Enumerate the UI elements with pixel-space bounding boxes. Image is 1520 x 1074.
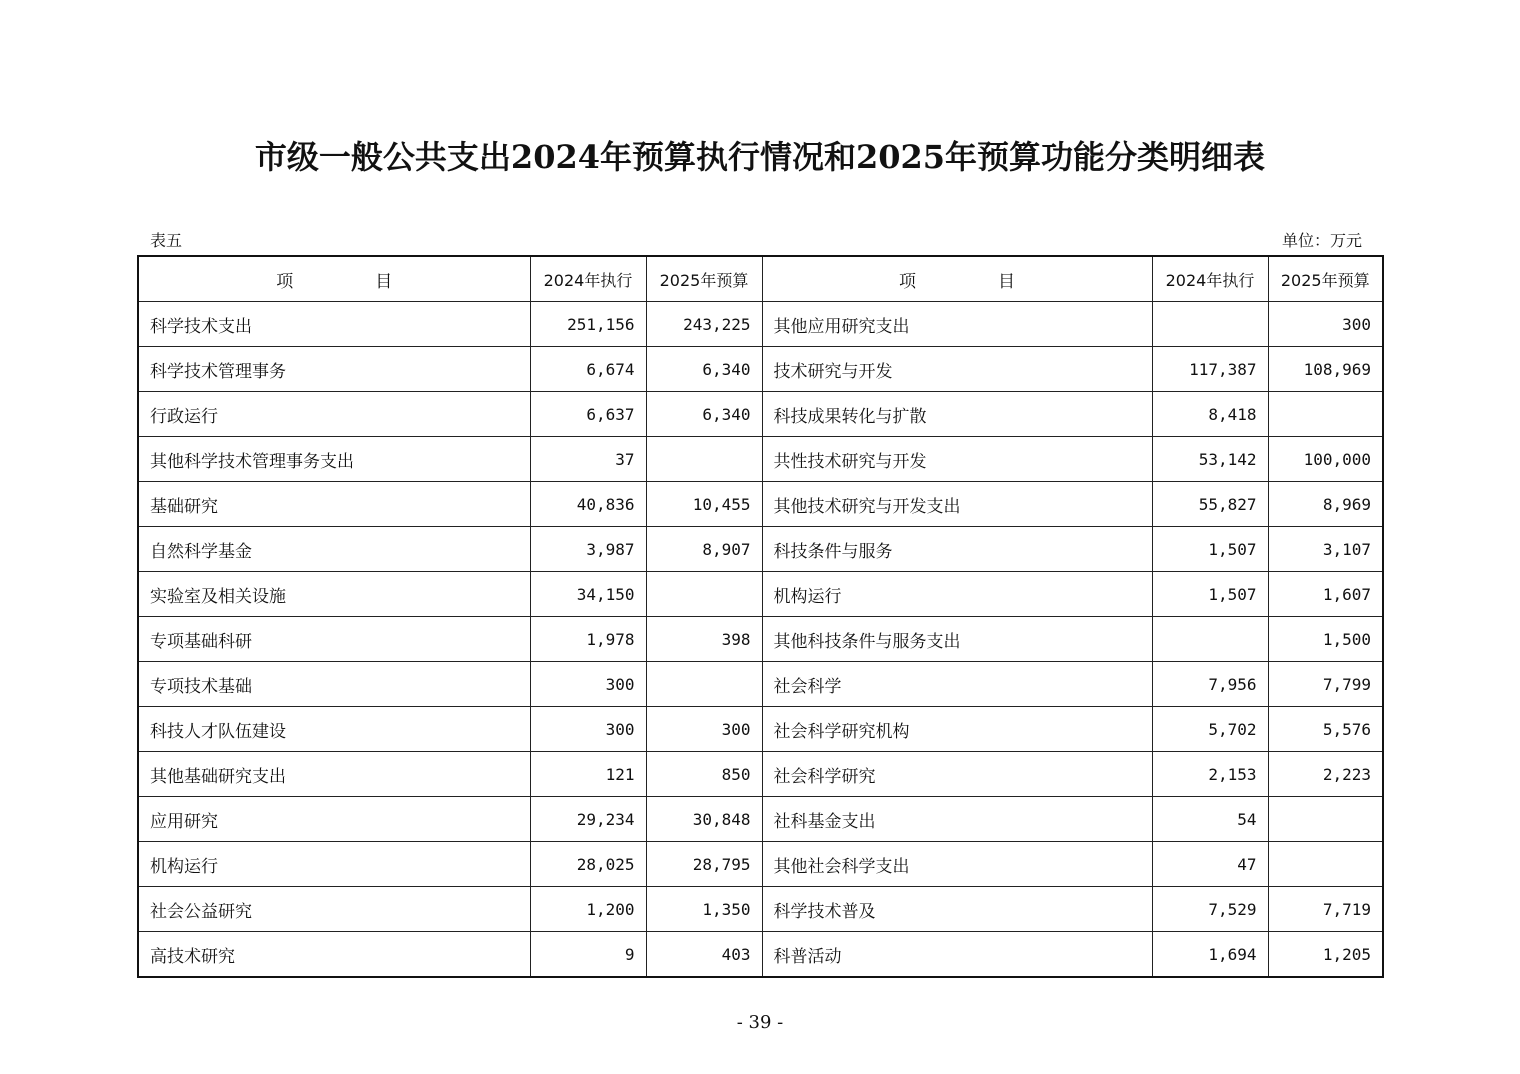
right-2024-value: 1,507 xyxy=(1152,527,1268,572)
table-row xyxy=(138,887,1383,932)
right-2025-value: 108,969 xyxy=(1268,347,1383,392)
right-2024-value: 47 xyxy=(1152,842,1268,887)
right-item-name: 社科基金支出 xyxy=(762,797,1152,842)
right-2025-value: 1,205 xyxy=(1268,932,1383,978)
header-2025-right: 2025年预算 xyxy=(1268,256,1383,302)
right-item-name: 科技成果转化与扩散 xyxy=(762,392,1152,437)
right-item-name: 机构运行 xyxy=(762,572,1152,617)
left-item-name: 基础研究 xyxy=(138,482,530,527)
left-2025-value: 398 xyxy=(646,617,762,662)
right-item-name: 社会科学研究机构 xyxy=(762,707,1152,752)
left-2025-value xyxy=(646,437,762,482)
table-row xyxy=(138,932,1383,978)
budget-table xyxy=(137,255,1384,978)
table-number: 表五 xyxy=(150,231,183,250)
left-2024-value: 6,637 xyxy=(530,392,646,437)
left-2025-value: 403 xyxy=(646,932,762,978)
right-item-name: 其他应用研究支出 xyxy=(762,302,1152,347)
right-2024-value xyxy=(1152,617,1268,662)
left-2025-value: 6,340 xyxy=(646,392,762,437)
table-row xyxy=(138,482,1383,527)
right-2024-value: 2,153 xyxy=(1152,752,1268,797)
header-item-char-1: 项 xyxy=(899,271,916,292)
left-2025-value xyxy=(646,662,762,707)
right-item-name: 科学技术普及 xyxy=(762,887,1152,932)
left-2025-value: 300 xyxy=(646,707,762,752)
left-item-name: 专项基础科研 xyxy=(138,617,530,662)
table-body xyxy=(138,302,1383,978)
left-item-name: 专项技术基础 xyxy=(138,662,530,707)
left-2024-value: 3,987 xyxy=(530,527,646,572)
left-2024-value: 1,978 xyxy=(530,617,646,662)
left-item-name: 社会公益研究 xyxy=(138,887,530,932)
right-2024-value: 7,956 xyxy=(1152,662,1268,707)
table-row xyxy=(138,797,1383,842)
left-2025-value: 1,350 xyxy=(646,887,762,932)
unit-label: 单位：万元 xyxy=(1281,231,1362,250)
right-item-name: 其他科技条件与服务支出 xyxy=(762,617,1152,662)
left-2024-value: 28,025 xyxy=(530,842,646,887)
right-2025-value xyxy=(1268,797,1383,842)
right-2025-value: 100,000 xyxy=(1268,437,1383,482)
right-2025-value: 300 xyxy=(1268,302,1383,347)
header-2024-right: 2024年执行 xyxy=(1152,256,1268,302)
left-item-name: 其他科学技术管理事务支出 xyxy=(138,437,530,482)
table-row xyxy=(138,302,1383,347)
left-2024-value: 1,200 xyxy=(530,887,646,932)
right-2024-value: 1,507 xyxy=(1152,572,1268,617)
right-2024-value: 55,827 xyxy=(1152,482,1268,527)
table-row xyxy=(138,572,1383,617)
left-2024-value: 121 xyxy=(530,752,646,797)
right-2025-value: 1,607 xyxy=(1268,572,1383,617)
right-2024-value: 8,418 xyxy=(1152,392,1268,437)
right-2025-value xyxy=(1268,392,1383,437)
right-2025-value: 5,576 xyxy=(1268,707,1383,752)
right-2024-value: 53,142 xyxy=(1152,437,1268,482)
left-item-name: 机构运行 xyxy=(138,842,530,887)
left-2025-value: 243,225 xyxy=(646,302,762,347)
right-2024-value: 1,694 xyxy=(1152,932,1268,978)
page-number: - 39 - xyxy=(736,1012,784,1033)
page-title: 市级一般公共支出2024年预算执行情况和2025年预算功能分类明细表 xyxy=(254,138,1266,176)
right-2024-value: 117,387 xyxy=(1152,347,1268,392)
left-2025-value: 850 xyxy=(646,752,762,797)
right-item-name: 其他技术研究与开发支出 xyxy=(762,482,1152,527)
table-row xyxy=(138,392,1383,437)
left-2024-value: 251,156 xyxy=(530,302,646,347)
right-2024-value: 54 xyxy=(1152,797,1268,842)
right-2025-value: 7,719 xyxy=(1268,887,1383,932)
left-item-name: 实验室及相关设施 xyxy=(138,572,530,617)
table-row xyxy=(138,752,1383,797)
right-2024-value: 7,529 xyxy=(1152,887,1268,932)
right-item-name: 科普活动 xyxy=(762,932,1152,978)
header-item-char-2: 目 xyxy=(375,271,393,292)
right-item-name: 社会科学 xyxy=(762,662,1152,707)
table-row xyxy=(138,437,1383,482)
left-2024-value: 9 xyxy=(530,932,646,978)
left-2025-value xyxy=(646,572,762,617)
header-item-left xyxy=(138,256,530,302)
left-2024-value: 6,674 xyxy=(530,347,646,392)
header-item-char-2: 目 xyxy=(998,271,1015,292)
left-2025-value: 28,795 xyxy=(646,842,762,887)
left-item-name: 科学技术支出 xyxy=(138,302,530,347)
right-2025-value: 7,799 xyxy=(1268,662,1383,707)
header-2025-left: 2025年预算 xyxy=(646,256,762,302)
right-2024-value: 5,702 xyxy=(1152,707,1268,752)
right-item-name: 社会科学研究 xyxy=(762,752,1152,797)
table-row xyxy=(138,347,1383,392)
table-row xyxy=(138,707,1383,752)
left-item-name: 科学技术管理事务 xyxy=(138,347,530,392)
left-item-name: 高技术研究 xyxy=(138,932,530,978)
right-2025-value: 3,107 xyxy=(1268,527,1383,572)
table-row xyxy=(138,527,1383,572)
header-row xyxy=(138,256,1383,302)
left-2024-value: 37 xyxy=(530,437,646,482)
right-2025-value: 8,969 xyxy=(1268,482,1383,527)
right-2024-value xyxy=(1152,302,1268,347)
right-item-name: 科技条件与服务 xyxy=(762,527,1152,572)
right-2025-value: 2,223 xyxy=(1268,752,1383,797)
right-2025-value xyxy=(1268,842,1383,887)
header-2024-left: 2024年执行 xyxy=(530,256,646,302)
right-item-name: 技术研究与开发 xyxy=(762,347,1152,392)
header-item-right xyxy=(762,256,1152,302)
left-item-name: 其他基础研究支出 xyxy=(138,752,530,797)
left-2024-value: 40,836 xyxy=(530,482,646,527)
table-row xyxy=(138,662,1383,707)
table-row xyxy=(138,617,1383,662)
left-2024-value: 29,234 xyxy=(530,797,646,842)
right-item-name: 共性技术研究与开发 xyxy=(762,437,1152,482)
left-2025-value: 30,848 xyxy=(646,797,762,842)
table-row xyxy=(138,842,1383,887)
left-2025-value: 8,907 xyxy=(646,527,762,572)
right-item-name: 其他社会科学支出 xyxy=(762,842,1152,887)
left-item-name: 行政运行 xyxy=(138,392,530,437)
left-item-name: 自然科学基金 xyxy=(138,527,530,572)
left-2024-value: 300 xyxy=(530,662,646,707)
left-2024-value: 300 xyxy=(530,707,646,752)
right-2025-value: 1,500 xyxy=(1268,617,1383,662)
left-2024-value: 34,150 xyxy=(530,572,646,617)
left-item-name: 科技人才队伍建设 xyxy=(138,707,530,752)
left-2025-value: 10,455 xyxy=(646,482,762,527)
left-2025-value: 6,340 xyxy=(646,347,762,392)
header-item-char-1: 项 xyxy=(276,271,294,292)
left-item-name: 应用研究 xyxy=(138,797,530,842)
